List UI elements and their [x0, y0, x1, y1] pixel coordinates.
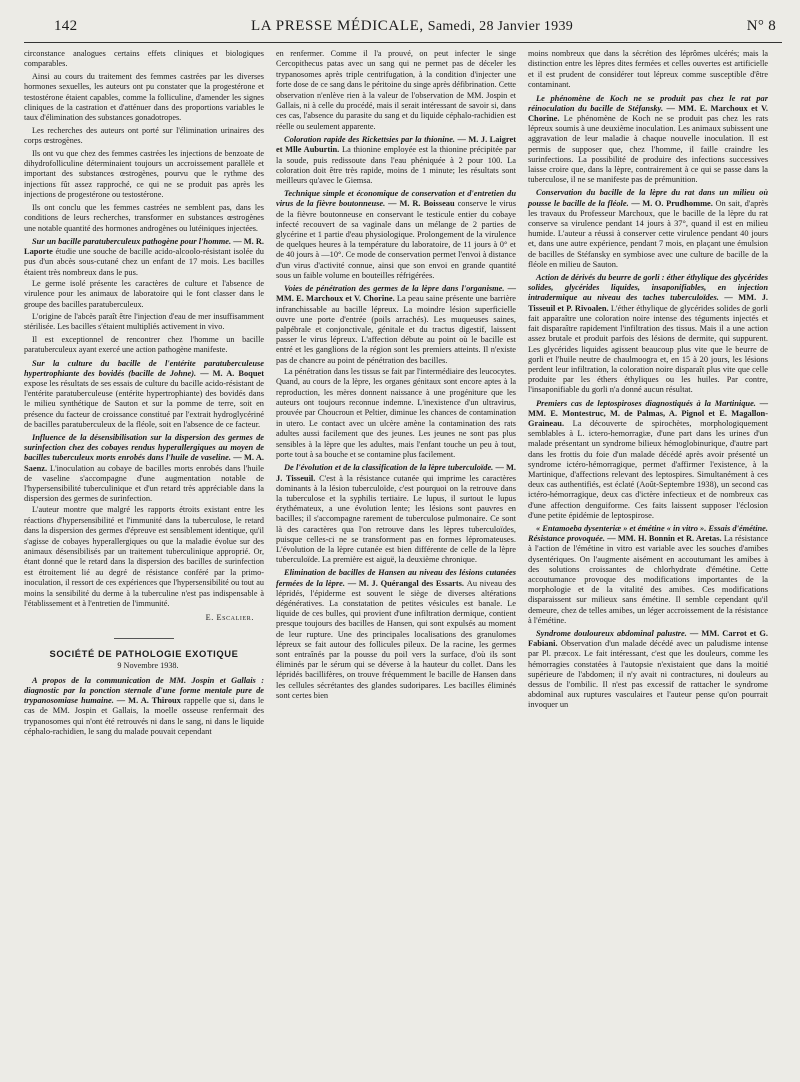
article-heading	[528, 629, 768, 711]
article-heading	[276, 284, 516, 366]
article-authors: — MM. E. Montestruc, M. de Palmas, A. Pignol et E. Magallon-Graineau.	[528, 398, 768, 428]
article-authors: — M. A. Boquet	[200, 368, 264, 378]
article-columns	[24, 49, 782, 738]
issue-number: N° 8	[746, 18, 776, 34]
paragraph: circonstance analogues certains effets cliniques et biologiques comparables.	[24, 49, 264, 69]
article-text: rappelle que si, dans le cas de MM. Jospin et Gallais, la moelle osseuse renfermait des trypanosomes qui n'ont été retrouvés ni dans le sang, ni dans le liquide céphalo-rachidien, le sang du malade pouvait cependant	[24, 696, 265, 736]
article-title: Sur un bacille paratuberculeux pathogène pour l'homme.	[32, 236, 232, 246]
article-authors: — M. R. Boisseau	[388, 199, 455, 209]
section-date: 9 Novembre 1938.	[117, 661, 179, 671]
article-authors: — M. A. Thiroux	[116, 696, 181, 706]
paragraph: Il est exceptionnel de rencontrer chez l'homme un bacille paratuberculeux ayant exercé une action pathogène manifeste.	[24, 334, 264, 355]
article-heading	[276, 189, 516, 281]
column-3	[528, 49, 768, 738]
article-title: Conservation du bacille de la lèpre du rat dans un milieu où pousse le bacille de la fléole.	[528, 188, 768, 208]
article-text: étudie une souche de bacille acido-alcoolo-résistant isolée du pus d'un abcès sous-cutané chez un enfant de 17 mois. Les bacilles étaient très nombreux dans le pus.	[24, 247, 264, 277]
article-heading	[276, 135, 516, 186]
article-authors: — MM. H. Bonnin et R. Aretas.	[607, 534, 722, 544]
article-text: C'est à la résistance cutanée qui imprime les caractères dominants à la lésion tuberculoïde, c'est pourquoi on la retrouve dans la tuberculose et la syphilis tertiaire. Le lupus, il surtout le lupus érythémateux, a une évolution lente; les lésions sont pauvres en bacilles; il s'accompagne rarement de tuberculose pulmonaire. Ce sont là des caractères qua l'on retrouve dans les lèpres tuberculoïdes, puisque celles-ci ne se transforment pas en formes lépromateuses. L'évolution de la lèpre cutanée est bien différente de celle de la lèpre tuberculoïde. La première est aiguë, la deuxième chronique.	[276, 473, 516, 565]
article-title: Coloration rapide des Rickettsies par la thionine.	[284, 135, 456, 145]
paragraph: La pénétration dans les tissus se fait par l'intermédiaire des leucocytes. Quand, au cours de la lèpre, les organes génitaux sont encore aptes à la reproduction, les mères donnent naissance à une progéniture que les auteurs ont toujours reconnue indemne. L'inexistence d'un ultravirus, prouvée par Choucroun et Peltier, diminue les chances de contamination in utero. Le contact avec un ulcère amène la contamination des rats adultes aussi facilement que des jeunes. Les jeunes ne sont pas plus sensibles à la lèpre que les adultes, mais l'enfant touche un peu à tout, porte tout à sa bouche et se contamine plus facilement.	[276, 366, 516, 459]
article-title: Le phénomène de Koch ne se produit pas chez le rat par réinoculation du bacille de Stéfansky.	[528, 93, 768, 113]
article-authors: — M. J. Quérangal des Essarts.	[347, 578, 465, 588]
article-heading	[24, 676, 264, 737]
article-authors: — MM. E. Marchoux et V. Chorine.	[276, 284, 516, 304]
paragraph: en renfermer. Comme il l'a prouvé, on peut infecter le singe Cercopithecus patas avec un sang qui ne permet pas de déceler les trypanosomes après triple centrifugation, à la condition d'injecter une forte dose de ce sang dans le péritoine du singe après défibrination. Cette observation n'enlève rien à la valeur de l'observation de MM. Jospin et Gallais, ni à celle du procédé, mais il serait intéressant de savoir si, dans ces cas, l'absence du parasite du sang et du liquide céphalo-rachidien est réelle ou seulement apparente.	[276, 49, 516, 131]
divider	[114, 638, 174, 639]
article-heading	[528, 94, 768, 186]
article-title: A propos de la communication de MM. Jospin et Gallais : diagnostic par la ponction sternale d'une forme mentale pure de trypanosomiase humaine.	[24, 675, 264, 706]
paragraph: Ainsi au cours du traitement des femmes castrées par les diverses hormones sexuelles, les auteurs ont pu constater que la progestérone et testostérone étaient capables, comme la folliculine, d'amender les signes cliniques de la castration et d'atténuer dans des proportions variables le taux d'élimination des substances gonadotropes.	[24, 71, 264, 123]
page-header	[24, 18, 782, 43]
article-text: La résistance à l'action de l'émétine in vitro est variable avec les souches d'amibes dysentériques. On l'augmente aisément en accoutumant les amibes à des solutions croissantes de chlorhydrate d'émétine. Cette accoutumance provoque des modifications importantes de la morphologie et de la vitalité des amibes. Ces modifications disparaissent sur milieux sans émétine. Il semble cependant qu'il demeure, chez de telles amibes, un léger accroissement de la résistance à l'émétine.	[528, 534, 768, 625]
article-text: Au niveau des lépridés, l'épiderme est souvent le siège de diverses altérations dégénératives. La constatation de petites vésicules est banale. Le liquide de ces bulles, qui provient d'une infiltration dermique, contient presque toujours des bacilles de Hansen, qui sont expulsés au moment de leur rupture. Une des principales localisations des granulomes lépreux se fait autour des follicules pileux. De la racine, les germes sont entraînés par la pousse du poil vers la surface, d'où ils sont éliminés par le sérum qui se déverse à la hauteur du collet. Dans les lépridés bacillifères, on trouve fréquemment le bacille de Hansen dans les cellules sécrétantes des glandes sudoripares. Les bacilles éliminés sont certes bien	[276, 578, 516, 700]
column-1	[24, 49, 264, 738]
page-number: 142	[54, 18, 78, 34]
article-heading	[24, 433, 264, 504]
article-authors: — M. O. Prudhomme.	[631, 198, 713, 208]
article-heading	[276, 463, 516, 565]
paragraph: L'origine de l'abcès paraît être l'injection d'eau de mer insuffisamment stérilisée. Les bacilles s'étaient multipliés activement in vivo.	[24, 311, 264, 332]
article-text: La thionine employée est la thionine précipitée par la soude, puis redissoute dans l'eau phéniquée à 2 pour 100. La coloration doit être très rapide, moins de 1 minute; les résultats sont meilleurs qu'avec le Giemsa.	[276, 145, 516, 186]
article-heading	[528, 399, 768, 521]
column-2	[276, 49, 516, 738]
article-text: Observation d'un malade décédé avec un paludisme intense par Pl. præcox. Le fait intéressant, c'est que les douleurs, comme les hémorragies constatées à l'autopsie n'existaient que dans la moitié supérieure de l'abdomen; il n'y avait ni contractures, ni douleurs au dessus de l'ombilic. Il n'est pas excessif de rattacher le syndrome abdominal aux ruptures vasculaires et l'auteur pense qu'on pourrait invoquer un	[528, 639, 769, 710]
article-text: expose les résultats de ses essais de culture du bacille acido-résistant de l'entérite paratuberculeuse (entérite hypertrophiante) des bovidés dans le milieu synthétique de Sauton et sur la pomme de terre, soit en présence du facteur de croissance constitué par l'extrait hydroglycériné de bacilles paratuberculeux de la fléole, soit en l'absence de ce facteur.	[24, 378, 264, 429]
article-text: La peau saine présente une barrière infranchissable au bacille lépreux. La moindre lésion superficielle ouvre une porte d'entrée (poils arrachés). Les muqueuses saines, palpébrale et conjonctivale, génitale et du tractus digestif, laissent passer le virus lépreux. L'affection débute au point où le bacille est entré et les ganglions de la région sont les premiers atteints. Il n'existe pas de chancre au point de pénétration des bacilles.	[276, 294, 516, 365]
paragraph: Le germe isolé présente les caractères de culture et l'absence de virulence pour les animaux de laboratoire qui le font classer dans le groupe des bacilles paratuberculeux.	[24, 278, 264, 309]
article-title: Premiers cas de leptospiroses diagnostiqués à la Martinique.	[536, 398, 756, 408]
article-authors: — M. J. Laigret et Mlle Auburtin.	[276, 135, 517, 155]
article-heading	[24, 359, 264, 430]
article-authors: — MM. Carrot et G. Fabiani.	[528, 628, 769, 649]
journal-title: LA PRESSE MÉDICALE,	[251, 18, 424, 34]
article-title: Elimination de bacilles de Hansen au niveau des lésions cutanées fermées de la lèpre.	[276, 568, 516, 588]
article-title: De l'évolution et de la classification de la lèpre tuberculoïde.	[284, 463, 494, 473]
paragraph: moins nombreux que dans la sécrétion des léprômes ulcérés; mais la distinction entre les lèpres dites fermées et celles ouvertes est artificielle et il est prudent de considérer tout lépreux comme susceptible d'être contaminant.	[528, 49, 768, 90]
issue-date: Samedi, 28 Janvier 1939	[427, 19, 574, 34]
article-title: Action de dérivés du beurre de gorli : éther éthylique des glycérides solides, glycérides liquides, insaponifiables, en injection intradermique au niveau des taches tuberculoïdes.	[528, 273, 768, 303]
section-title: SOCIÉTÉ DE PATHOLOGIE EXOTIQUE	[49, 647, 239, 659]
paragraph: Ils ont conclu que les femmes castrées ne semblent pas, dans les conditions de leurs recherches, transformer en substances œstrogènes une notable quantité des hormones androgènes ou lutéiniques injectées.	[24, 202, 264, 233]
article-authors: — M. J. Tisseuil.	[276, 463, 516, 483]
article-title: Influence de la désensibilisation sur la dispersion des germes de surinfection chez des cobayes rendus hyperallergiques au moyen de bacilles tuberculeux morts enrobés dans l'huile de vaseline.	[24, 432, 264, 463]
article-title: « Entamoeba dysenteriæ » et émétine « in vitro ». Essais d'émétine. Résistance provoquée.	[528, 523, 768, 544]
journal-title-line	[251, 18, 573, 35]
paragraph: Ils ont vu que chez des femmes castrées les injections de benzoate de dihydrofolliculine déterminaient toujours un accroissement parallèle et important des substances œstrogènes, pourvu que le rythme des injections fût assez rapproché, ce qui ne se produit pas après les injections de progestérone ou testostérone.	[24, 148, 264, 200]
article-text: L'éther éthylique de glycérides solides de gorli fait apparaître une coloration noire intense des téguments injectés et fait disparaître rapidement l'infiltration des tissus. Mais il a une action assez brutale et produit parfois des lésions de dermite, qui suppurent. Les glycérides liquides agissent beaucoup plus vite que le beurre de gorli et l'huile neutre de chaulmoogra et, en 15 à 20 jours, les lésions perdent leur infiltration, la coloration noire disparaît plus vite que celle produite par les éthers éthyliques ou les huiles. Par contre, l'insaponifiable du gorli n'a donné aucun résultat.	[528, 303, 768, 395]
article-title: Sur la culture du bacille de l'entérite paratuberculeuse hypertrophiante des bovidés (bacille de Johne).	[24, 358, 264, 378]
article-title: Technique simple et économique de conservation et d'entretien du virus de la fièvre boutonneuse.	[276, 189, 516, 209]
article-heading	[528, 524, 768, 626]
article-heading	[24, 237, 264, 278]
article-title: Voies de pénétration des germes de la lèpre dans l'organisme.	[284, 284, 505, 294]
article-authors: — M. R. Laporte	[24, 236, 265, 257]
author-signature: E. Escalier.	[205, 613, 254, 623]
article-text: L'inoculation au cobaye de bacilles morts enrobés dans l'huile de vaseline s'accompagne d'une augmentation notable de l'hypersensibilité tuberculinique et d'un retard très appréciable dans la dispersion des germes de surinfection.	[24, 463, 265, 504]
article-text: On sait, d'après les travaux du Professeur Marchoux, que le bacille de la lèpre du rat conserve sa virulence pendant 14 jours à 37°, quand il est en milieu humide. L'auteur a réussi à conserver cette virulence pendant 40 jours et, dans une autre expérience, pendant 7 mois, en plaçant une émulsion de bacilles de Stéfansky en symbiose avec une culture de bacille de la fléole en milieu de Sauton.	[528, 198, 769, 269]
paragraph: L'auteur montre que malgré les rapports étroits existant entre les réactions d'hypersensibilité et l'immunité dans la tuberculose, le retard dans la dispersion des germes d'épreuve est sensiblement identique, qu'il s'agisse de cobayes hyperallergiques ou que la maladie évolue sur des animaux désensibilisés par un traitement tuberculinique approprié. Or, étant donné que le retard dans la dispersion des bacilles de surinfection est étroitement lié au degré de résistance conféré par la primo-inoculation, il ressort de ces expériences que l'hypersensibilité ou tout au moins la sensibilité du derme à la tuberculine n'est pas indispensable à l'établissement et à l'entretien de l'immunité.	[24, 505, 264, 609]
article-heading	[528, 273, 768, 395]
article-heading	[276, 568, 516, 701]
article-heading	[528, 188, 768, 270]
article-text: Le phénomène de Koch ne se produit pas chez les rats lépreux soumis à une deuxième inoculation. Les animaux subissent une aggravation de leur maladie à chaque nouvelle inoculation. Il est permis de supposer que, chez l'homme, il faille craindre les surinfections. La possibilité de produire des infections successives laisse croire que, dans la lèpre, contrairement à ce qui se passe dans la tuberculose, il ne se manifeste pas de prémunition.	[528, 114, 768, 185]
article-text: conserve le virus de la fièvre boutonneuse en conservant le testicule entier du cobaye infecté recouvert de sa vaginale dans un mélange de 2 parties de glycérine et 1 partie d'eau physiologique. Prolongement de la virulence de quelques heures à la température du laboratoire, de 11 jours à 0° et de 40 jours à —10°. Ce mode de conservation permet l'envoi à distance d'un virus d'activité connue, ainsi que son envoi en grande quantité sous un faible volume en bouteilles réfrigérées.	[276, 199, 516, 280]
paragraph: Les recherches des auteurs ont porté sur l'élimination urinaires des corps œstrogènes.	[24, 125, 264, 146]
article-authors: — M. A. Saenz.	[24, 453, 264, 473]
article-authors: — MM. J. Tisseuil et P. Rivoalen.	[528, 293, 769, 313]
article-authors: — MM. E. Marchoux et V. Chorine.	[528, 103, 769, 124]
article-title: Syndrome douloureux abdominal palustre.	[536, 628, 687, 638]
article-text: La découverte de spirochètes, morphologiquement semblables à L. ictero-hemorragiæ, d'une part dans les urines d'un malade présentant un syndrome bilieux hémoglobinurique, d'autre part dans les frottis du foie d'un malade décédé après avoir présenté un syndrome ictéro-hémorragique, permet d'affirmer l'existence, à la Martinique, d'affections relevant des leptospires. Simultanément à ces deux cas authentifiés, est éclaté (Août-Septembre 1938), un second cas ictéro-hémorragique, deux cas d'ictère infectieux et de nombreux cas d'une affection denguiforme. Ces faits laissent supposer l'éclosion d'une petite épidémie de leptospirose.	[528, 418, 768, 520]
